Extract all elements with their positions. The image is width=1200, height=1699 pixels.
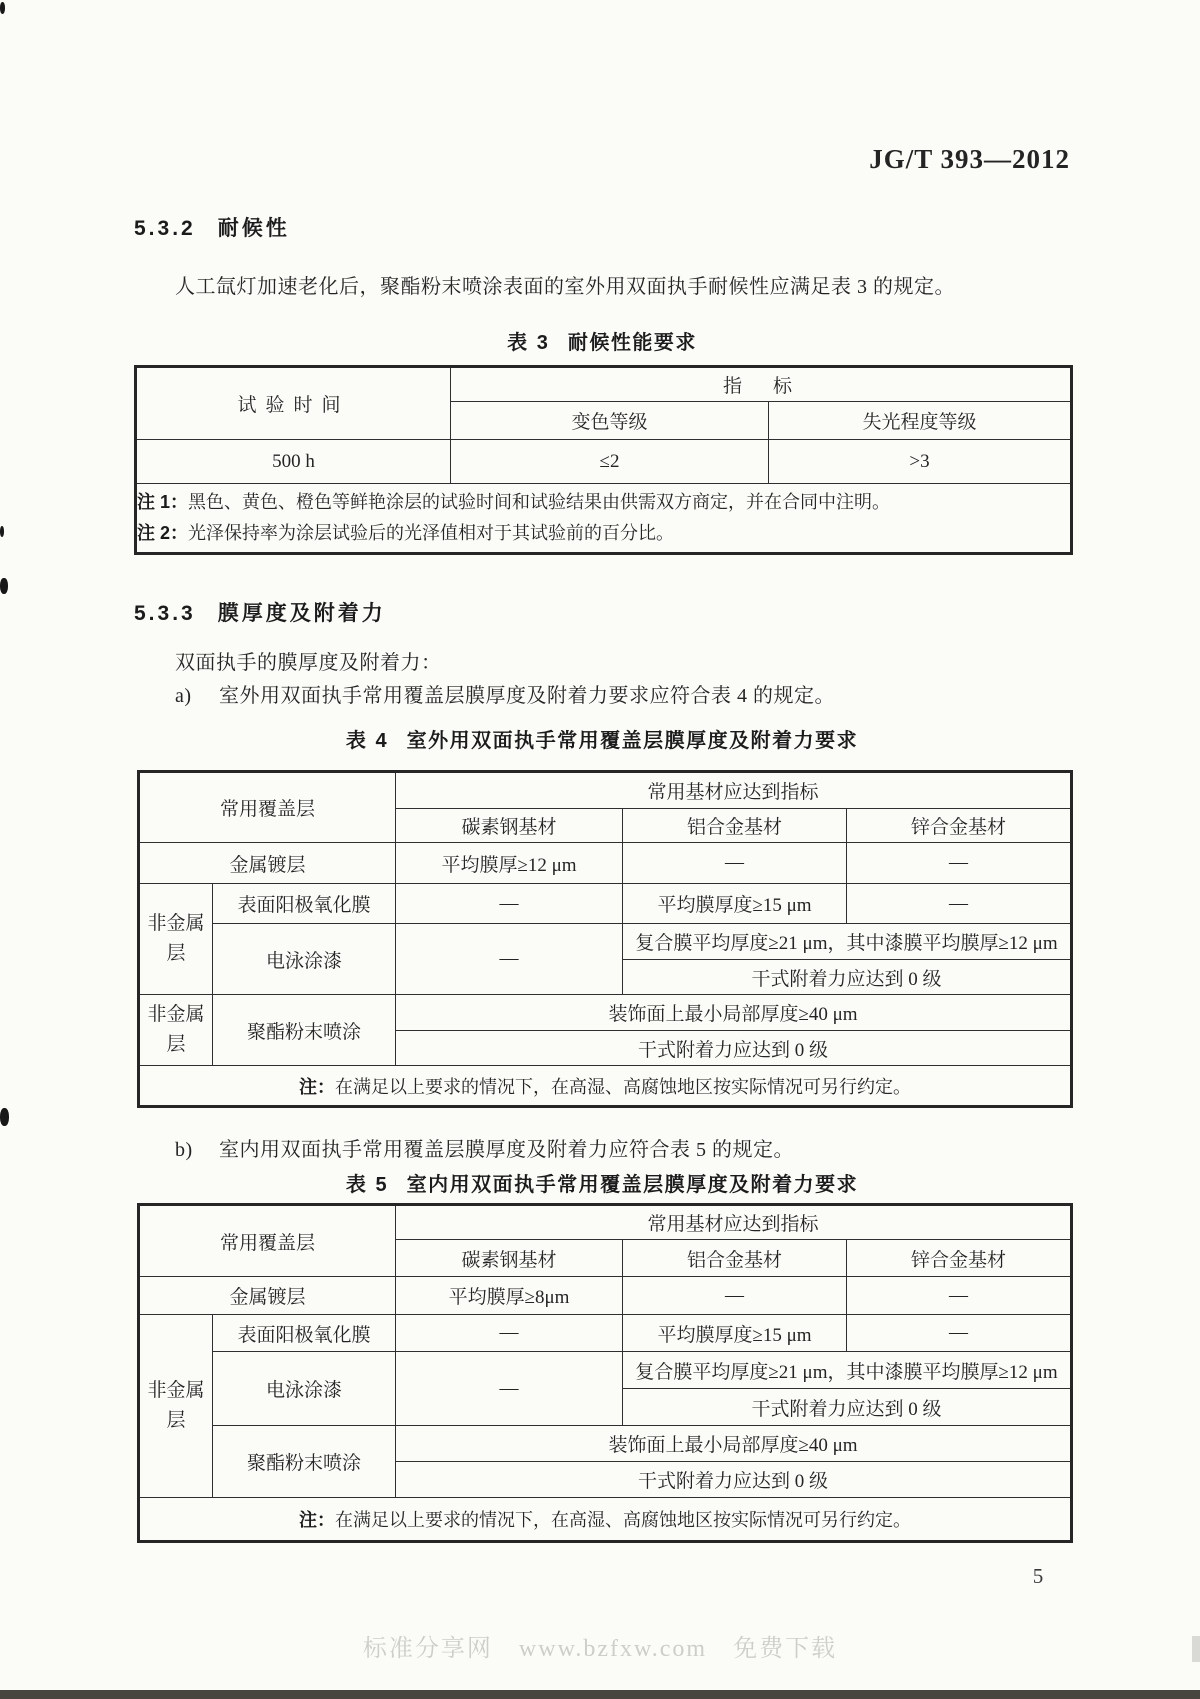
table4-powder-thickness: 装饰面上最小局部厚度≥40 μm xyxy=(396,995,1072,1031)
table5-anodic-carbon: — xyxy=(396,1315,623,1352)
table3-note-2 xyxy=(137,518,1070,549)
weathering-requirements-table xyxy=(134,365,1073,555)
table3-cell-discoloration: ≤2 xyxy=(451,440,769,484)
section-number: 5.3.3 xyxy=(134,602,196,625)
table5-header-zinc: 锌合金基材 xyxy=(847,1240,1072,1277)
table5-header-aluminium: 铝合金基材 xyxy=(623,1240,847,1277)
table-row xyxy=(139,1498,1072,1542)
list-item-a-marker: a) xyxy=(175,685,192,707)
note-text: 黑色、黄色、橙色等鲜艳涂层的试验时间和试验结果由供需双方商定，并在合同中注明。 xyxy=(188,492,891,512)
table-row xyxy=(139,1277,1072,1315)
table4-caption-label: 表 4 xyxy=(345,730,389,752)
table5-electrophoretic-name: 电泳涂漆 xyxy=(213,1352,396,1426)
table-row xyxy=(139,884,1072,924)
table4-header-carbon-steel: 碳素钢基材 xyxy=(396,809,623,843)
table4-metal-plating-name: 金属镀层 xyxy=(139,843,396,884)
table4-powder-name: 聚酯粉末喷涂 xyxy=(213,995,396,1066)
scan-artifact xyxy=(0,578,8,594)
table-row xyxy=(136,484,1072,554)
table5-electrophoretic-adhesion: 干式附着力应达到 0 级 xyxy=(623,1389,1072,1426)
note-label: 注： xyxy=(299,1510,335,1530)
section-5-3-2-heading xyxy=(134,212,290,242)
table5-metal-plating-name: 金属镀层 xyxy=(139,1277,396,1315)
list-item-a-text: 室外用双面执手常用覆盖层膜厚度及附着力要求应符合表 4 的规定。 xyxy=(219,685,835,707)
table5-anodic-aluminium: 平均膜厚度≥15 μm xyxy=(623,1315,847,1352)
note-text: 光泽保持率为涂层试验后的光泽值相对于其试验前的百分比。 xyxy=(188,523,675,543)
scan-artifact xyxy=(1192,1636,1200,1662)
table4-powder-adhesion: 干式附着力应达到 0 级 xyxy=(396,1031,1072,1066)
table-row xyxy=(139,772,1072,809)
table3-caption-label: 表 3 xyxy=(507,332,550,354)
table5-header-covering: 常用覆盖层 xyxy=(139,1205,396,1277)
table5-header-substrate-group: 常用基材应达到指标 xyxy=(396,1205,1072,1240)
table4-caption-title: 室外用双面执手常用覆盖层膜厚度及附着力要求 xyxy=(406,730,859,752)
table4-caption xyxy=(134,724,1070,753)
table5-powder-name: 聚酯粉末喷涂 xyxy=(213,1426,396,1498)
table5-electrophoretic-carbon: — xyxy=(396,1352,623,1426)
outdoor-coating-requirements-table xyxy=(137,770,1073,1108)
note-label: 注 1： xyxy=(137,492,189,512)
table5-caption-label: 表 5 xyxy=(345,1174,389,1196)
table-row xyxy=(139,843,1072,884)
indoor-coating-requirements-table xyxy=(137,1203,1073,1543)
table4-anodic-carbon: — xyxy=(396,884,623,924)
scan-artifact xyxy=(0,1108,9,1126)
table4-anodic-aluminium: 平均膜厚度≥15 μm xyxy=(623,884,847,924)
note-text: 在满足以上要求的情况下，在高湿、高腐蚀地区按实际情况可另行约定。 xyxy=(335,1510,911,1530)
table4-electrophoretic-name: 电泳涂漆 xyxy=(213,924,396,995)
table4-metal-plating-aluminium: — xyxy=(623,843,847,884)
table4-nonmetal-group-1: 非金属层 xyxy=(139,884,213,995)
table4-anodic-zinc: — xyxy=(847,884,1072,924)
table5-powder-adhesion: 干式附着力应达到 0 级 xyxy=(396,1462,1072,1498)
list-item-b xyxy=(175,1133,794,1162)
table4-note-cell xyxy=(139,1066,1072,1107)
scan-artifact xyxy=(0,526,4,537)
table5-metal-plating-carbon: 平均膜厚≥8μm xyxy=(396,1277,623,1315)
table5-electrophoretic-thickness: 复合膜平均厚度≥21 μm，其中漆膜平均膜厚≥12 μm xyxy=(623,1352,1072,1389)
section-title: 膜厚度及附着力 xyxy=(217,602,386,625)
table5-caption xyxy=(134,1168,1070,1197)
table-row xyxy=(139,995,1072,1031)
table5-metal-plating-aluminium: — xyxy=(623,1277,847,1315)
table3-header-index: 指 标 xyxy=(451,367,1072,402)
note-label: 注： xyxy=(299,1076,335,1097)
watermark-text: 标准分享网 www.bzfxw.com 免费下载 xyxy=(362,1636,838,1662)
note-text: 在满足以上要求的情况下，在高湿、高腐蚀地区按实际情况可另行约定。 xyxy=(335,1076,911,1097)
table3-caption xyxy=(134,326,1070,355)
table-row xyxy=(139,1205,1072,1240)
table3-cell-gloss-loss: >3 xyxy=(769,440,1072,484)
section-title: 耐候性 xyxy=(217,217,290,240)
note-label: 注 2： xyxy=(137,523,189,543)
table5-caption-title: 室内用双面执手常用覆盖层膜厚度及附着力要求 xyxy=(406,1174,859,1196)
table5-header-carbon-steel: 碳素钢基材 xyxy=(396,1240,623,1277)
table5-nonmetal-group: 非金属层 xyxy=(139,1315,213,1498)
table-row xyxy=(139,1315,1072,1352)
table4-electrophoretic-carbon: — xyxy=(396,924,623,995)
table4-electrophoretic-thickness: 复合膜平均厚度≥21 μm，其中漆膜平均膜厚≥12 μm xyxy=(623,924,1072,960)
scan-artifact xyxy=(0,2,5,14)
page-number: 5 xyxy=(1032,1564,1044,1588)
table4-metal-plating-zinc: — xyxy=(847,843,1072,884)
table-row xyxy=(136,440,1072,484)
table3-note-1 xyxy=(137,487,1070,518)
table4-header-covering: 常用覆盖层 xyxy=(139,772,396,843)
table-row xyxy=(139,1066,1072,1107)
table5-anodic-name: 表面阳极氧化膜 xyxy=(213,1315,396,1352)
table4-nonmetal-group-2: 非金属层 xyxy=(139,995,213,1066)
section-5-3-3-intro: 双面执手的膜厚度及附着力： xyxy=(175,652,442,674)
section-5-3-2-paragraph: 人工氙灯加速老化后，聚酯粉末喷涂表面的室外用双面执手耐候性应满足表 3 的规定。 xyxy=(175,276,955,298)
standard-code: JG/T 393—2012 xyxy=(869,144,1070,174)
table-row xyxy=(139,924,1072,960)
table4-header-zinc: 锌合金基材 xyxy=(847,809,1072,843)
scan-bottom-edge xyxy=(0,1690,1200,1699)
table-row xyxy=(139,1352,1072,1389)
table3-header-discoloration: 变色等级 xyxy=(451,402,769,440)
table4-electrophoretic-adhesion: 干式附着力应达到 0 级 xyxy=(623,960,1072,995)
table5-note-cell xyxy=(139,1498,1072,1542)
table3-notes-cell xyxy=(136,484,1072,554)
table-row xyxy=(139,1426,1072,1462)
list-item-b-marker: b) xyxy=(175,1139,193,1161)
table3-header-gloss-loss: 失光程度等级 xyxy=(769,402,1072,440)
list-item-a xyxy=(175,679,835,708)
section-5-3-3-heading xyxy=(134,597,386,627)
table5-metal-plating-zinc: — xyxy=(847,1277,1072,1315)
table3-caption-title: 耐候性能要求 xyxy=(567,332,697,354)
list-item-b-text: 室内用双面执手常用覆盖层膜厚度及附着力应符合表 5 的规定。 xyxy=(219,1139,794,1161)
table-row xyxy=(136,367,1072,402)
table5-anodic-zinc: — xyxy=(847,1315,1072,1352)
table4-header-substrate-group: 常用基材应达到指标 xyxy=(396,772,1072,809)
table4-metal-plating-carbon: 平均膜厚≥12 μm xyxy=(396,843,623,884)
table3-cell-time: 500 h xyxy=(136,440,451,484)
table3-header-test-time: 试验时间 xyxy=(136,367,451,440)
section-number: 5.3.2 xyxy=(134,217,196,240)
table4-header-aluminium: 铝合金基材 xyxy=(623,809,847,843)
table5-powder-thickness: 装饰面上最小局部厚度≥40 μm xyxy=(396,1426,1072,1462)
table4-anodic-name: 表面阳极氧化膜 xyxy=(213,884,396,924)
